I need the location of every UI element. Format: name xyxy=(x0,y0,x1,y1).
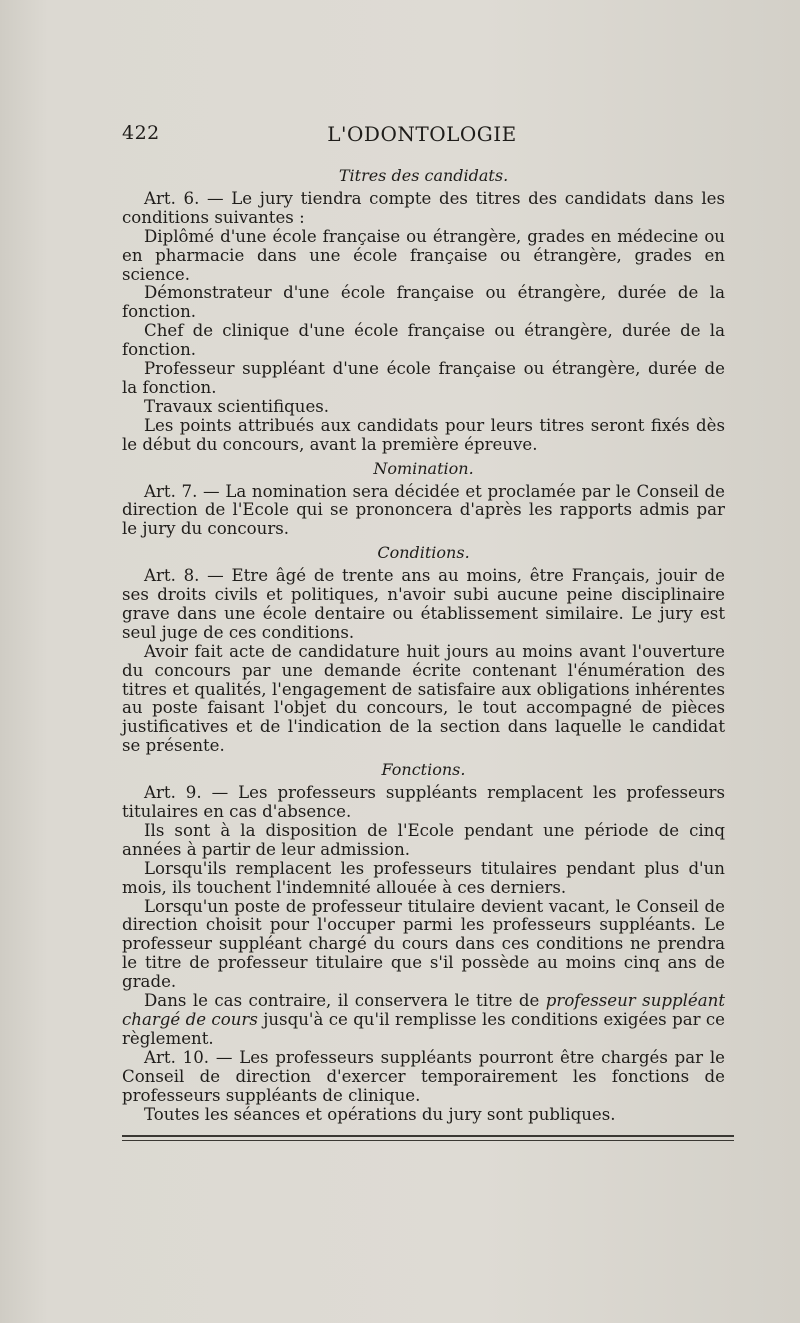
article-8: Art. 8. — Etre âgé de trente ans au moins, être Français, jouir de ses droits civils et politiques, n'avoir subi aucune peine disciplinaire grave dans une école dentaire ou établissement similaire. Le jury est seul juge de ces conditions. xyxy=(122,566,725,642)
page-header xyxy=(122,118,722,148)
fonctions-paragraph-title xyxy=(122,992,725,1049)
article-7: Art. 7. — La nomination sera décidée et proclamée par le Conseil de direction de l'Ecole qui se prononcera d'après les rapports admis par le jury du concours. xyxy=(122,481,725,539)
titres-item: Les points attribués aux candidats pour leurs titres seront fixés dès le début du concours, avant la première épreuve. xyxy=(122,415,725,454)
closing-rules xyxy=(122,1135,734,1144)
titres-item: Diplômé d'une école française ou étrangère, grades en médecine ou en pharmacie dans une école française ou étrangère, grades en science. xyxy=(122,226,725,284)
running-title: L'ODONTOLOGIE xyxy=(327,122,517,146)
article-9: Art. 9. — Les professeurs suppléants remplacent les professeurs titulaires en cas d'absence. xyxy=(122,783,725,821)
text-run: jusqu'à ce qu'il remplisse les conditions exigées par ce règlement. xyxy=(122,1009,725,1048)
body-text xyxy=(122,162,725,1124)
heading-conditions: Conditions. xyxy=(377,543,470,563)
article-6: Art. 6. — Le jury tiendra compte des titres des candidats dans les conditions suivantes : xyxy=(122,188,725,227)
titres-item: Chef de clinique d'une école française ou étrangère, durée de la fonction. xyxy=(122,321,725,360)
fonctions-paragraph: Ils sont à la disposition de l'Ecole pendant une période de cinq années à partir de leur admission. xyxy=(122,820,725,859)
titres-item: Travaux scientifiques. xyxy=(144,396,330,416)
fonctions-paragraph: Lorsqu'ils remplacent les professeurs titulaires pendant plus d'un mois, ils touchent l'indemnité allouée à ces derniers. xyxy=(122,858,725,897)
titres-item: Démonstrateur d'une école française ou étrangère, durée de la fonction. xyxy=(122,283,725,322)
divider-line xyxy=(122,1135,734,1137)
fonctions-paragraph: Lorsqu'un poste de professeur titulaire devient vacant, le Conseil de direction choisit pour l'occuper parmi les professeurs suppléants. Le professeur suppléant chargé du cours dans ces conditions ne prendra le titre de professeur titulaire que s'il possède au moins cinq ans de grade. xyxy=(122,896,725,992)
heading-fonctions: Fonctions. xyxy=(381,760,466,780)
conditions-paragraph: Avoir fait acte de candidature huit jours au moins avant l'ouverture du concours par une demande écrite contenant l'énumération des titres et qualités, l'engagement de satisfaire aux obligations inhérentes au poste faisant l'objet du concours, le tout accompagné de pièces justificatives et de l'indication de la section dans laquelle le candidat se présente. xyxy=(122,641,725,756)
page-number: 422 xyxy=(122,122,160,144)
titres-item: Professeur suppléant d'une école française ou étrangère, durée de la fonction. xyxy=(122,359,725,397)
final-paragraph: Toutes les séances et opérations du jury sont publiques. xyxy=(144,1104,616,1124)
article-10: Art. 10. — Les professeurs suppléants pourront être chargés par le Conseil de direction d'exercer temporairement les fonctions de professeurs suppléants de clinique. xyxy=(122,1047,725,1105)
italic-title: professeur suppléant chargé de cours xyxy=(122,991,725,1029)
heading-titres: Titres des candidats. xyxy=(338,166,509,185)
heading-nomination: Nomination. xyxy=(373,458,474,478)
text-run: Dans le cas contraire, il conservera le titre de xyxy=(144,991,546,1011)
divider-line xyxy=(122,1140,734,1142)
